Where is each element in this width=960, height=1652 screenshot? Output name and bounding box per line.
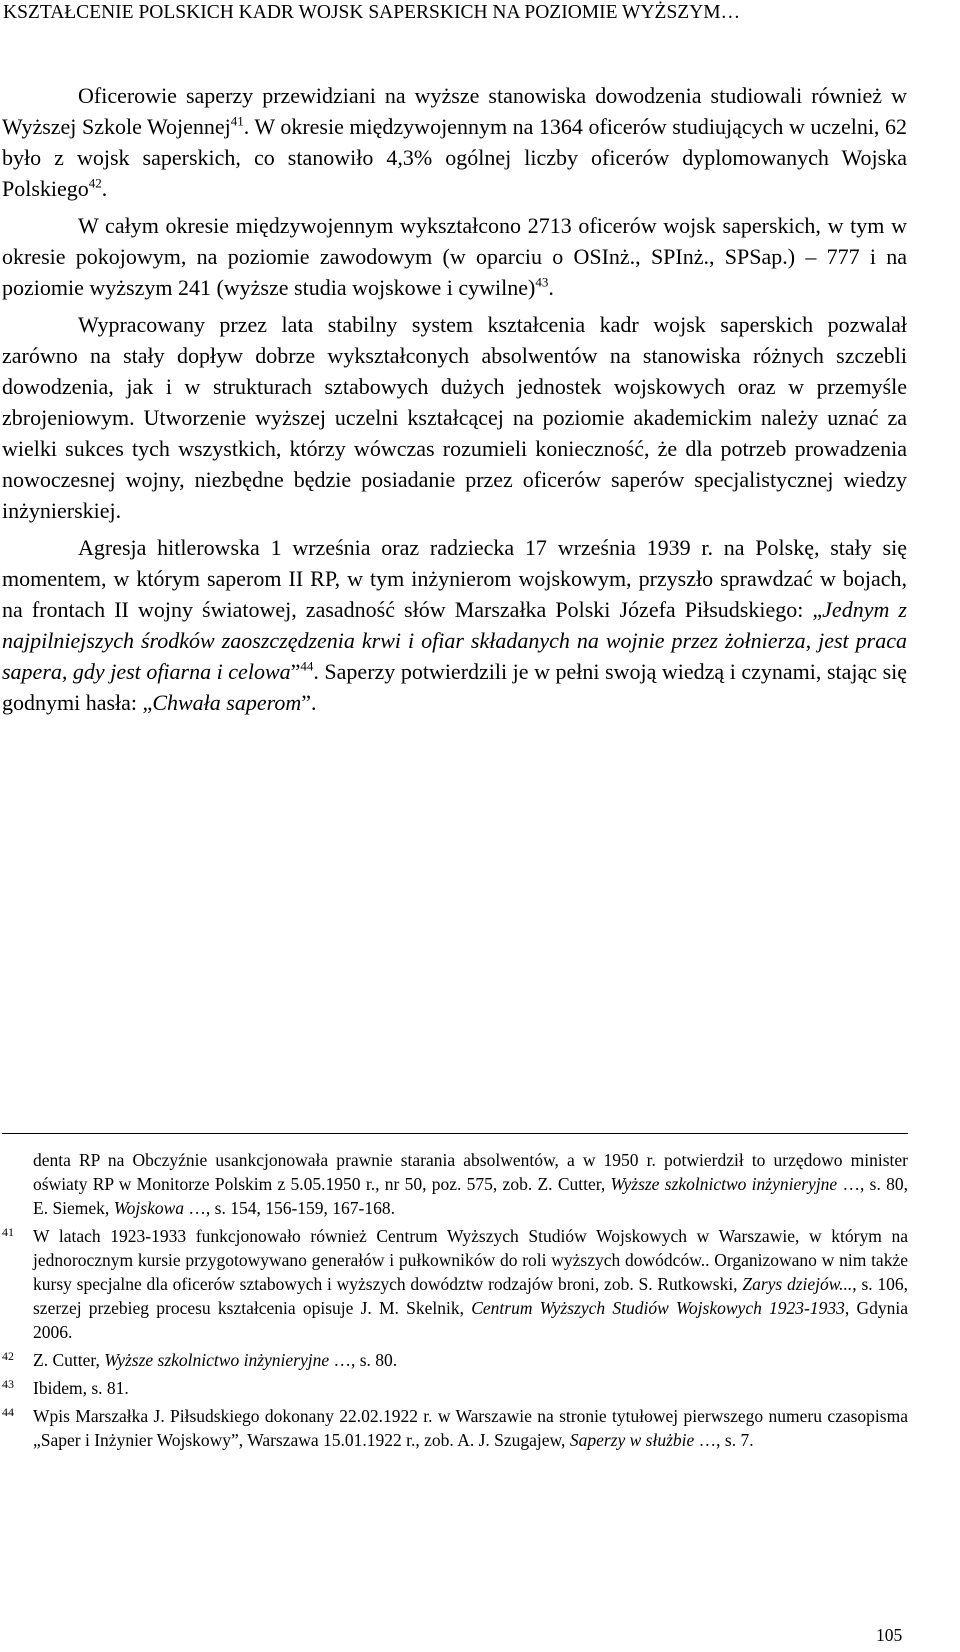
running-header: KSZTAŁCENIE POLSKICH KADR WOJSK SAPERSKICH NA POZIOMIE WYŻSZYM… — [3, 2, 741, 23]
pilsudski-quote: Jednym z najpilniejszych środków zaoszczędzenia krwi i ofiar składanych na wojnie przez żołnierza, jest praca sapera, gdy jest ofiarna i celowa — [2, 597, 907, 684]
footnote-ref-41[interactable]: 41 — [230, 113, 244, 129]
paragraph-2: W całym okresie międzywojennym wykształcono 2713 oficerów wojsk saperskich, w tym w okresie pokojowym, na poziomie zawodowym (w oparciu o OSInż., SPInż., SPSap.) – 777 i na poziomie wyższym 241 (wyższe studia wojskowe i cywilne)$^{43}$. — [2, 213, 907, 300]
footnote-42: 42 Z. Cutter, Wyższe szkolnictwo inżynieryjne …, s. 80. — [2, 1348, 908, 1372]
footnote-43: 43 Ibidem, s. 81. — [2, 1376, 908, 1400]
footnote-number: 42 — [2, 1349, 14, 1363]
paragraph-1: Oficerowie saperzy przewidziani na wyższe stanowiska dowodzenia studiowali również w Wyższej Szkole Wojennej$^{41}$. W okresie międzywojennym na 1364 oficerów studiujących w uczelni, 62 było z wojsk saperskich, co stanowiło 4,3% ogólnej liczby oficerów dyplomowanych Wojska Polskiego$^{42}$. — [2, 83, 907, 201]
paragraph-4: Agresja hitlerowska 1 września oraz radziecka 17 września 1939 r. na Polskę, stały się momentem, w którym saperom II RP, w tym inżynierom wojskowym, przyszło sprawdzać w bojach, na frontach II wojny światowej, zasadność słów Marszałka Polski Józefa Piłsudskiego: „Jednym z najpilniejszych środków zaoszczędzenia krwi i ofiar składanych na wojnie przez żołnierza, jest praca sapera, gdy jest ofiarna i celowa”$^{44}$. Saperzy potwierdzili je w pełni swoją wiedzą i czynami, stając się godnymi hasła: „Chwała saperom”. — [2, 535, 908, 715]
paragraph-3: Wypracowany przez lata stabilny system kształcenia kadr wojsk saperskich pozwalał zarówno na stały dopływ dobrze wykształconych absolwentów na stanowiska różnych szczebli dowodzenia, jak i w strukturach sztabowych dużych jednostek wojskowych oraz w przemyśle zbrojeniowym. Utworzenie wyższej uczelni kształcącej na poziomie akademickim należy uznać za wielki sukces tych wszystkich, którzy wówczas rozumieli konieczność, że dla potrzeb prowadzenia nowoczesnej wojny, niezbędne będzie posiadanie przez oficerów saperów specjalistycznej wiedzy inżynierskiej. — [2, 312, 907, 523]
footnote-ref-43[interactable]: 43 — [535, 274, 549, 290]
footnote-44: 44 Wpis Marszałka J. Piłsudskiego dokonany 22.02.1922 r. w Warszawie na stronie tytułowej pierwszego numeru czasopisma „Saper i Inżynier Wojskowy”, Warszawa 15.01.1922 r., zob. A. J. Szugajew, Saperzy w służbie …, s. 7. — [2, 1404, 908, 1452]
footnote-continuation: denta RP na Obczyźnie usankcjonowała prawnie starania absolwentów, a w 1950 r. potwierdził to urzędowo minister oświaty RP w Monitorze Polskim z 5.05.1950 r., nr 50, poz. 575, zob. Z. Cutter, Wyższe szkolnictwo inżynieryjne …, s. 80, E. Siemek, Wojskowa …, s. 154, 156-159, 167-168. — [33, 1150, 908, 1218]
footnote-number: 41 — [2, 1225, 14, 1239]
footnote-number: 44 — [2, 1405, 14, 1419]
main-text — [2, 80, 907, 724]
page-number: 105 — [876, 1625, 903, 1645]
motto: Chwała saperom — [152, 690, 302, 715]
footnote-41: 41 W latach 1923-1933 funkcjonowało również Centrum Wyższych Studiów Wojskowych w Warszawie, w którym na jednorocznym kursie przygotowywano generałów i pułkowników do roli wyższych dowódców.. Organizowano w nim także kursy specjalne dla oficerów sztabowych i wyższych dowództw rodzajów broni, zob. S. Rutkowski, Zarys dziejów..., s. 106, szerzej przebieg procesu kształcenia opisuje J. M. Skelnik, Centrum Wyższych Studiów Wojskowych 1923-1933, Gdynia 2006. — [2, 1224, 908, 1344]
footnote-ref-42[interactable]: 42 — [88, 175, 102, 191]
footnote-ref-44[interactable]: 44 — [300, 658, 314, 674]
footnote-divider — [2, 1133, 908, 1134]
footnote-number: 43 — [2, 1377, 14, 1391]
footnotes — [2, 1148, 908, 1456]
